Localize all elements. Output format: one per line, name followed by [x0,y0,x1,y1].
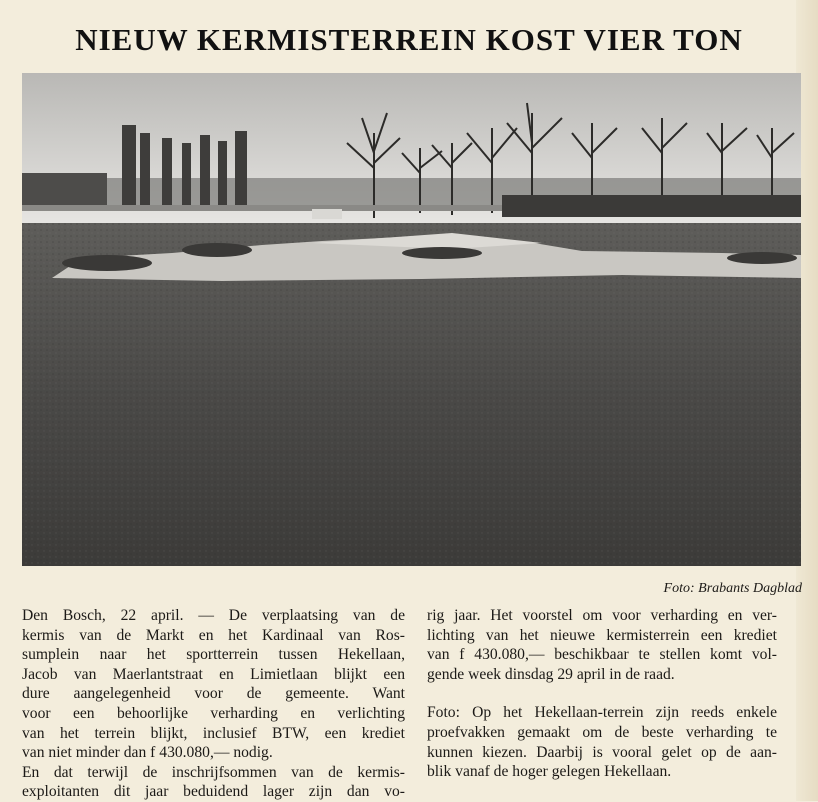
photo-credit: Foto: Brabants Dagblad [663,581,802,596]
photo-caption-line: Foto: Op het Hekellaan-terrein zijn reeds enkele [427,704,777,722]
news-photo [22,73,801,566]
photo-caption-line: proefvakken gemaakt om de beste verharding te [427,723,777,741]
article-right-column [427,606,777,782]
article-line: Den Bosch, 22 april. — De verplaatsing van de [22,607,405,624]
photo-caption-line: blik vanaf de hoger gelegen Hekellaan. [427,763,672,781]
article-line: En dat terwijl de inschrijfsommen van de kermis- [22,763,405,781]
article-line: kermis van de Markt en het Kardinaal van Ros- [22,626,405,644]
article-line: Jacob van Maerlantstraat en Limietlaan blijkt een [22,665,405,683]
article-line: dure aangelegenheid voor de gemeente. Want [22,685,405,703]
article-line: voor een behoorlijke verharding en verlichting [22,704,405,722]
article-left-column [22,606,405,802]
article-line: van f 430.080,— beschikbaar te stellen komt vol- [427,646,777,664]
article-line: rig jaar. Het voorstel om voor verharding en ver- [427,607,777,624]
article-line: van niet minder dan f 430.080,— nodig. [22,744,273,762]
article-line: sumplein naar het sportterrein tussen Hekellaan, [22,646,405,664]
article-line: van het terrein blijkt, inclusief BTW, een krediet [22,724,405,742]
photo-caption-line: kunnen kiezen. Daarbij is vooral gelet op de aan- [427,743,777,761]
article-line: exploitanten dit jaar beduidend lager zijn dan vo- [22,783,405,801]
article-line: gende week dinsdag 29 april in de raad. [427,665,675,683]
headline: NIEUW KERMISTERREIN KOST VIER TON [75,22,743,57]
article-line: lichting van het nieuwe kermisterrein een krediet [427,626,777,644]
